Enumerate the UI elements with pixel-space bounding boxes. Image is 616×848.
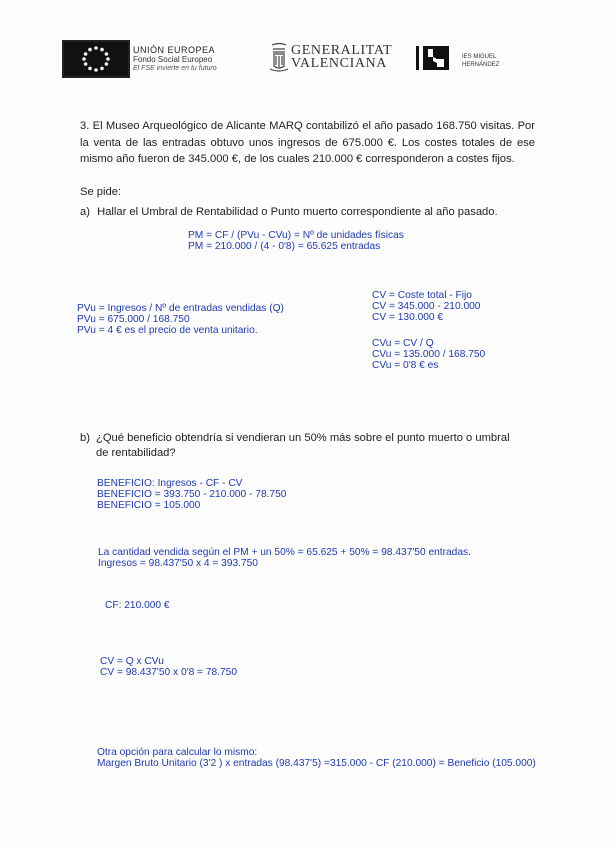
pvu-calc: PVu = 675.000 / 168.750 xyxy=(77,314,190,325)
cvu-block xyxy=(372,338,485,371)
question-a-label: a) xyxy=(80,206,90,218)
se-pide-label: Se pide: xyxy=(80,186,122,198)
question-a-text: Hallar el Umbral de Rentabilidad o Punto muerto correspondiente al año pasado. xyxy=(97,206,498,218)
cv-formula: CV = Coste total - Fijo xyxy=(372,290,472,301)
pvu-block xyxy=(77,303,284,336)
pm-formula-block xyxy=(188,230,404,252)
eu-subtitle: Fondo Social Europeo xyxy=(133,55,213,64)
cvu-formula: CVu = CV / Q xyxy=(372,338,434,349)
question-b-line1: ¿Qué beneficio obtendría si vendieran un 50% más sobre el punto muerto o umbral xyxy=(96,432,510,444)
generalitat-crest-icon xyxy=(268,42,290,72)
ies-logo-text xyxy=(462,53,499,69)
gva-line2: VALENCIANA xyxy=(291,56,387,71)
gva-line1: GENERALITAT xyxy=(291,43,393,58)
eu-flag-logo xyxy=(62,40,130,78)
beneficio-block xyxy=(97,478,286,511)
cf-value: CF: 210.000 € xyxy=(105,600,170,611)
question-a xyxy=(80,206,498,218)
cvu-result: CVu = 0'8 € es xyxy=(372,360,439,371)
cv-q-formula: CV = Q x CVu xyxy=(100,656,164,667)
cv-q-calc: CV = 98.437'50 x 0'8 = 78.750 xyxy=(100,667,237,678)
eu-motto: El FSE invierte en tu futuro xyxy=(133,65,217,72)
pvu-formula: PVu = Ingresos / Nº de entradas vendidas (Q) xyxy=(77,303,284,314)
cv-block xyxy=(372,290,480,323)
cantidad-vendida: La cantidad vendida según el PM + un 50% = 65.625 + 50% = 98.437'50 entradas. xyxy=(98,547,471,558)
otra-opcion-block xyxy=(97,747,536,769)
otra-opcion-calc: Margen Bruto Unitario (3'2 ) x entradas (98.437'5) =315.000 - CF (210.000) = Beneficio (105.000) xyxy=(97,758,536,769)
ies-line2: HERNÁNDEZ xyxy=(462,62,500,68)
otra-opcion-title: Otra opción para calcular lo mismo: xyxy=(97,747,258,758)
eu-logo-text xyxy=(133,46,217,73)
question-b-label: b) xyxy=(80,432,90,444)
generalitat-logo-text xyxy=(291,44,392,70)
eu-title: UNIÓN EUROPEA xyxy=(133,45,216,55)
cv-calc: CV = 345.000 - 210.000 xyxy=(372,301,481,312)
ingresos-calc: Ingresos = 98.437'50 x 4 = 393.750 xyxy=(98,558,258,569)
pm-calc: PM = 210.000 / (4 - 0'8) = 65.625 entradas xyxy=(188,241,381,252)
cvu-calc: CVu = 135.000 / 168.750 xyxy=(372,349,486,360)
ies-logo-icon xyxy=(416,45,452,71)
beneficio-formula: BENEFICIO: Ingresos - CF - CV xyxy=(97,478,243,489)
cv-q-block xyxy=(100,656,237,678)
beneficio-calc: BENEFICIO = 393.750 - 210.000 - 78.750 xyxy=(97,489,287,500)
ies-line1: IES MIGUEL xyxy=(462,54,497,60)
pvu-result: PVu = 4 € es el precio de venta unitario. xyxy=(77,325,258,336)
cv-result: CV = 130.000 € xyxy=(372,312,444,323)
question-b xyxy=(80,431,550,461)
question-b-line2: de rentabilidad? xyxy=(96,447,176,459)
beneficio-result: BENEFICIO = 105.000 xyxy=(97,500,201,511)
pm-formula: PM = CF / (PVu - CVu) = Nº de unidades físicas xyxy=(188,230,404,241)
problem-statement: 3. El Museo Arqueológico de Alicante MARQ contabilizó el año pasado 168.750 visitas. Por la venta de las entradas obtuvo unos ingresos de 675.000 €. Los costes totales de ese mismo año fueron de 345.000 €, de los cuales 210.000 € corresponderon a costes fijos. xyxy=(80,120,535,165)
cantidad-block xyxy=(98,547,471,569)
